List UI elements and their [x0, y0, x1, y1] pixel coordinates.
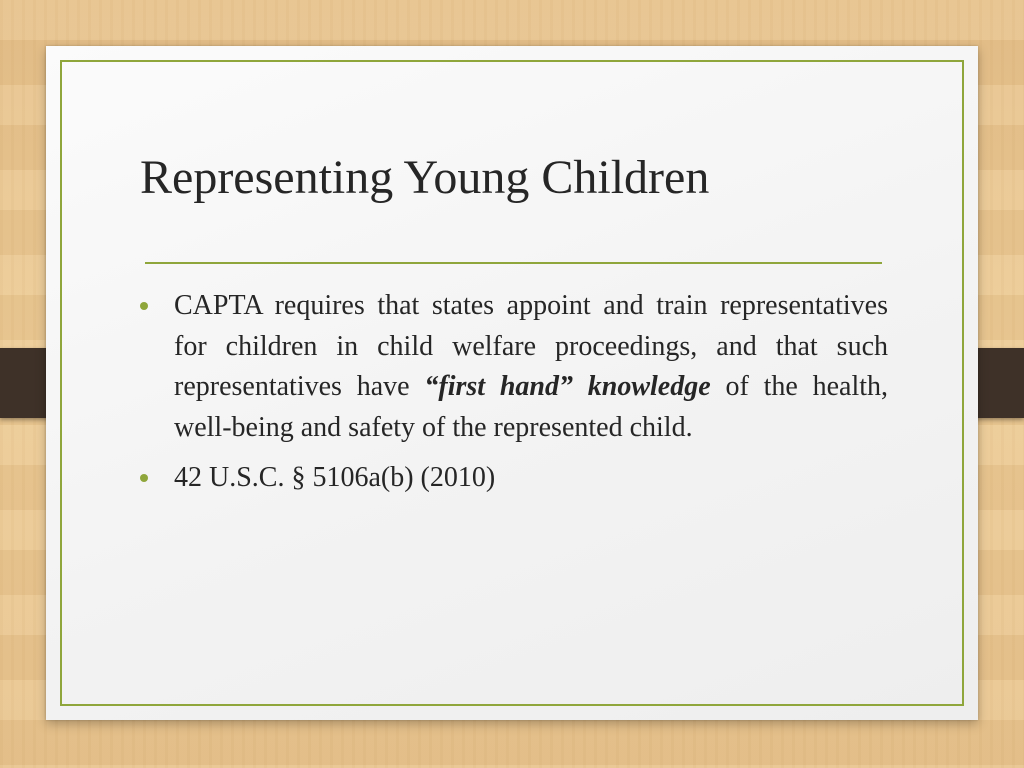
- bullet-item-capta: [128, 286, 888, 448]
- bullet-text-start: CAPTA requires that states appoint and train representatives for children in child welfare proceedings, and that such representatives have: [174, 290, 888, 402]
- title-divider: [145, 262, 882, 264]
- bullet-citation-text: 42 U.S.C. § 5106a(b) (2010): [174, 462, 496, 493]
- bullet-text-end: of the health, well-being and safety of the represented child.: [174, 371, 889, 443]
- bullet-item-citation: [128, 458, 888, 499]
- bullet-icon: [140, 474, 148, 482]
- bullet-list: [128, 286, 888, 509]
- bullet-icon: [140, 302, 148, 310]
- slide-title: Representing Young Children: [140, 151, 710, 204]
- bullet-emphasis: “first hand” knowledge: [424, 371, 711, 402]
